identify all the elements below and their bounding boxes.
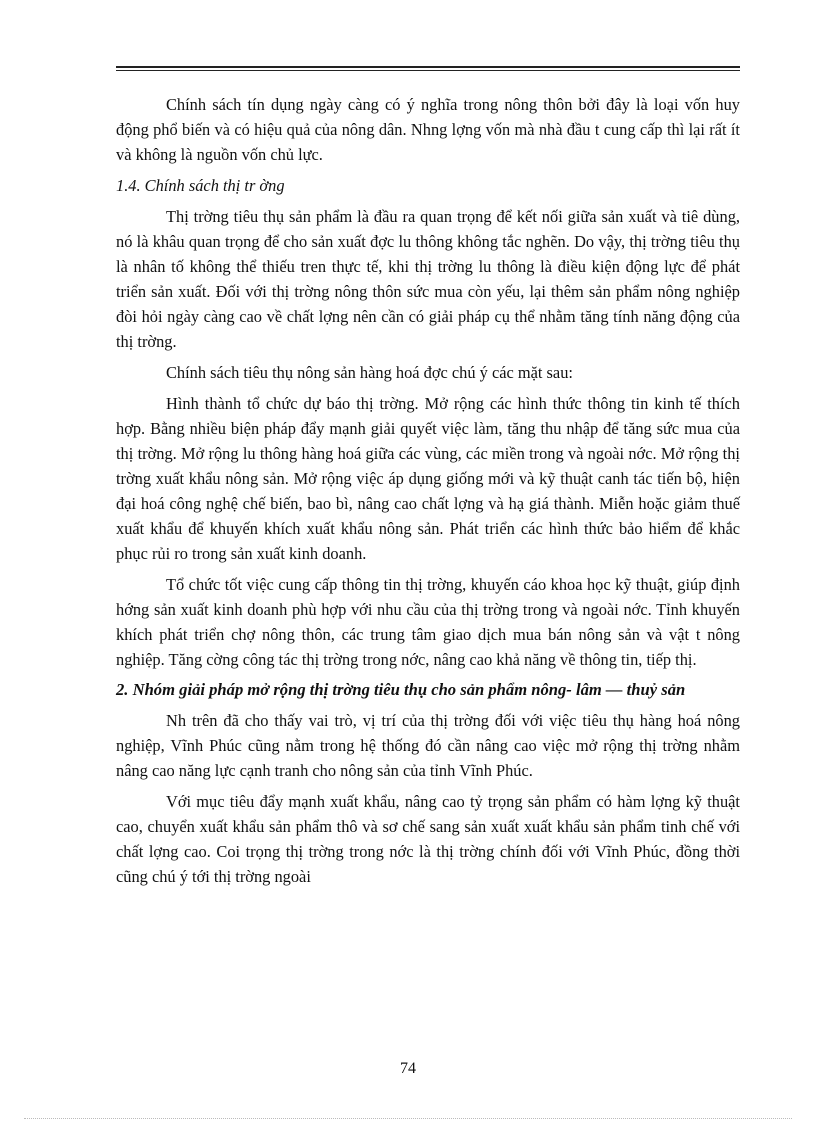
paragraph-export-goals: Với mục tiêu đẩy mạnh xuất khẩu, nâng cao tỷ trọng sản phẩm có hàm lợng kỹ thuật cao, chuyển xuất khẩu sản phẩm thô và sơ chế sang sản xuất xuất khẩu sản phẩm tinh chế với chất lợng cao. Coi trọng thị trờng trong nớc là thị trờng chính đối với Vĩnh Phúc, đồng thời cũng chú ý tới thị trờng ngoài [116, 792, 740, 886]
paragraph-vinh-phuc: Nh trên đã cho thấy vai trò, vị trí của thị trờng đối với việc tiêu thụ hàng hoá nông nghiệp, Vĩnh Phúc cũng nằm trong hệ thống đó cần nâng cao việc mở rộng thị trờng nhằm nâng cao năng lực cạnh tranh cho nông sản của tỉnh Vĩnh Phúc. [116, 711, 740, 780]
paragraph-consumption-policy: Chính sách tiêu thụ nông sản hàng hoá đợc chú ý các mặt sau: [166, 363, 573, 382]
section-heading-market-policy: 1.4. Chính sách thị tr ờng [116, 176, 285, 195]
paragraph-market-role: Thị trờng tiêu thụ sản phẩm là đầu ra quan trọng để kết nối giữa sản xuất và tiê dùng, nó là khâu quan trọng để cho sản xuất đợc lu thông không tắc nghẽn. Do vậy, thị trờng tiêu thụ là nhân tố không thể thiếu tren thực tế, khi thị trờng lu thông là điều kiện động lực để phát triển sản xuất. Đối với thị trờng nông thôn sức mua còn yếu, lại thêm sản phẩm nông nghiệp đòi hỏi ngày càng cao về chất lợng nên cần có giải pháp cụ thể nhằm tăng tính năng động của thị trờng. [116, 207, 740, 351]
page-number: 74 [400, 1060, 416, 1077]
header-rule [116, 66, 740, 68]
header-rule-thin [116, 70, 740, 71]
footer-divider [24, 1118, 792, 1119]
paragraph-forecast: Hình thành tổ chức dự báo thị trờng. Mở rộng các hình thức thông tin kinh tế thích hợp. Bằng nhiều biện pháp đẩy mạnh giải quyết việc làm, tăng thu nhập để tăng sức mua của thị trờng. Mở rộng lu thông hàng hoá giữa các vùng, các miền trong và ngoài nớc. Mở rộng thị trờng xuất khẩu nông sản. Mở rộng việc áp dụng giống mới và kỹ thuật canh tác tiến bộ, hiện đại hoá công nghệ chế biến, bao bì, nâng cao chất lợng và hạ giá thành. Miễn hoặc giảm thuế xuất khẩu để khuyến khích xuất khẩu nông sản. Phát triển các hình thức bảo hiểm để khắc phục rủi ro trong sản xuất kinh doanh. [116, 394, 740, 563]
paragraph-credit-policy: Chính sách tín dụng ngày càng có ý nghĩa trong nông thôn bởi đây là loại vốn huy động phổ biến và có hiệu quả của nông dân. Nhng lợng vốn mà nhà đầu t cung cấp thì lại rất ít và không là nguồn vốn chủ lực. [116, 95, 740, 164]
document-body [116, 92, 740, 895]
section-heading-solutions: 2. Nhóm giải pháp mở rộng thị trờng tiêu thụ cho sản phẩm nông- lâm — thuỷ sản [116, 680, 686, 699]
paragraph-information: Tổ chức tốt việc cung cấp thông tin thị trờng, khuyến cáo khoa học kỹ thuật, giúp định hớng sản xuất kinh doanh phù hợp với nhu cầu của thị trờng trong và ngoài nớc. Tỉnh khuyến khích phát triển chợ nông thôn, các trung tâm giao dịch mua bán nông sản và vật t nông nghiệp. Tăng cờng công tác thị trờng trong nớc, nâng cao khả năng về thông tin, tiếp thị. [116, 575, 740, 669]
